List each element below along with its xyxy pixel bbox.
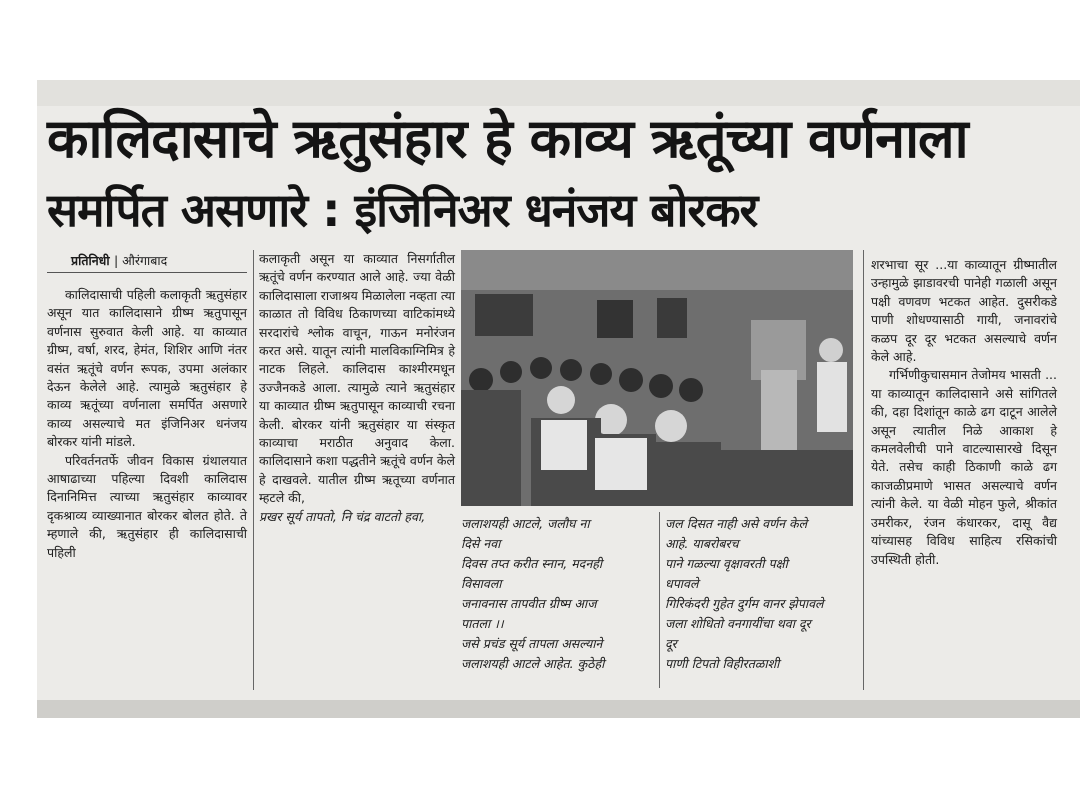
- audience-photo: [461, 250, 853, 506]
- column1-para2: परिवर्तनतर्फे जीवन विकास ग्रंथालयात आषाढाच्या पहिल्या दिवशी कालिदास दिनानिमित्त त्याच्या ऋतुसंहार काव्यावर दृकश्राव्य व्याख्यानात बोरकर बोलत होते. ते म्हणाले की, ऋतुसंहार ही कालिदासाची पहिली: [47, 452, 247, 560]
- next-article-strip: [37, 700, 1080, 718]
- poem-left-line: जसे प्रचंड सूर्य तापला असल्याने: [461, 636, 603, 651]
- poem-right-line: जल दिसत नाही असे वर्णन केले: [665, 516, 808, 531]
- poem-right-line: दूर: [665, 636, 677, 651]
- poem-left-line: विसावला: [461, 576, 502, 591]
- byline: [71, 252, 241, 269]
- column-divider-3: [863, 250, 864, 690]
- headline-line-1: कालिदासाचे ऋतुसंहार हे काव्य ऋतूंच्या वर्णनाला: [47, 107, 968, 170]
- poem-right-line: आहे. याबरोबरच: [665, 536, 739, 551]
- article-column-5: [871, 256, 1057, 569]
- byline-reporter: प्रतिनिधी: [71, 253, 110, 268]
- previous-article-strip: [37, 80, 1080, 106]
- audience-photo-icon: [461, 250, 853, 506]
- column-divider-1: [253, 250, 254, 690]
- poem-right-line: जला शोधितो वनगायींचा थवा दूर: [665, 616, 811, 631]
- poem-left-line: जलाशयही आटले, जलौघ ना: [461, 516, 590, 531]
- column-divider-2: [659, 512, 660, 688]
- poem-right: [665, 514, 861, 674]
- headline-line-2: समर्पित असणारे : इंजिनिअर धनंजय बोरकर: [47, 183, 758, 237]
- newspaper-clipping: [37, 80, 1080, 718]
- column2-text: कलाकृती असून या काव्यात निसर्गातील ऋतूंचे वर्णन करण्यात आले आहे. ज्या वेळी कालिदासाला राजाश्रय मिळालेला नव्हता त्या काळात तो विविध ठिकाणच्या वाटिकांमध्ये सरदारांचे श्लोक वाचून, गाऊन मनोरंजन करत असे. यातून त्यांनी मालविकाग्निमित्र हे नाटक लिहले. कालिदास काश्मीरमधून उज्जैनकडे आला. त्यामुळे त्याने ऋतुसंहार या काव्यात ग्रीष्म ऋतुपासून काव्याची रचना केली. बोरकर यांनी ऋतुसंहार या संस्कृत काव्याचा मराठीत अनुवाद केला. कालिदासाने कशा पद्धतीने ऋतूंचे वर्णन केले हे दाखवले. यातील ग्रीष्म ऋतूच्या वर्णनात म्हटले की,: [259, 251, 455, 506]
- poem-right-line: धपावले: [665, 576, 699, 591]
- poem-left-line: जनावनास तापवीत ग्रीष्म आज: [461, 596, 597, 611]
- poem-right-line: गिरिकंदरी गुहेत दुर्गम वानर झेपावले: [665, 596, 824, 611]
- poem-left: [461, 514, 657, 674]
- poem-left-line: जलाशयही आटले आहेत. कुठेही: [461, 656, 605, 671]
- poem-right-line: पाणी टिपतो विहीरतळाशी: [665, 656, 780, 671]
- article-column-2: [259, 250, 455, 526]
- column2-quote: प्रखर सूर्य तापतो, नि चंद्र वाटतो हवा,: [259, 508, 426, 524]
- byline-location: | औरंगाबाद: [113, 253, 168, 268]
- poem-left-line: पातला ।।: [461, 616, 504, 631]
- byline-rule: [47, 272, 247, 273]
- column1-para1: कालिदासाची पहिली कलाकृती ऋतुसंहार असून यात कालिदासाने ग्रीष्म ऋतुपासून वर्णनास सुरुवात केली आहे. या काव्यात ग्रीष्म, वर्षा, शरद, हेमंत, शिशिर आणि नंतर वसंत ऋतूंचे वर्णन रूपक, उपमा अलंकार देऊन केलेले आहे. त्यामुळे ऋतुसंहार हे काव्य ऋतूंच्या वर्णनाला समर्पित असणारे काव्य असल्याचे मत इंजिनिअर धनंजय बोरकर यांनी मांडले.: [47, 287, 247, 450]
- article-column-1: [47, 286, 247, 562]
- column5-para1: शरभाचा सूर ...या काव्यातून ग्रीष्मातील उन्हामुळे झाडावरची पानेही गळाली असून पक्षी वणवण भटकत आहेत. दुसरीकडे पाणी शोधण्यासाठी गायी, जनावरांचे कळप दूर दूर भटकत असल्याचे वर्णन केले आहे.: [871, 257, 1057, 365]
- column5-para2: गर्भिणीकुचासमान तेजोमय भासती ... या काव्यातून कालिदासाने असे सांगितले की, दहा दिशांतून काळे ढग दाटून आलेले असून त्यातील निळे आकाश हे कमलवेलीची पाने वाटल्यासारखे दिसून येते. तसेच काही ठिकाणी काळे ढग काजळीप्रमाणे भासत असल्याचे वर्णन त्यांनी केले. या वेळी मोहन फुले, श्रीकांत उमरीकर, रंजन कंधारकर, दासू वैद्य यांच्यासह विविध साहित्य रसिकांची उपस्थिती होती.: [871, 367, 1057, 567]
- poem-left-line: दिसे नवा: [461, 536, 501, 551]
- adjacent-article-edge: [1067, 260, 1080, 700]
- poem-right-line: पाने गळल्या वृक्षावरती पक्षी: [665, 556, 788, 571]
- poem-left-line: दिवस तप्त करीत स्नान, मदनही: [461, 556, 603, 571]
